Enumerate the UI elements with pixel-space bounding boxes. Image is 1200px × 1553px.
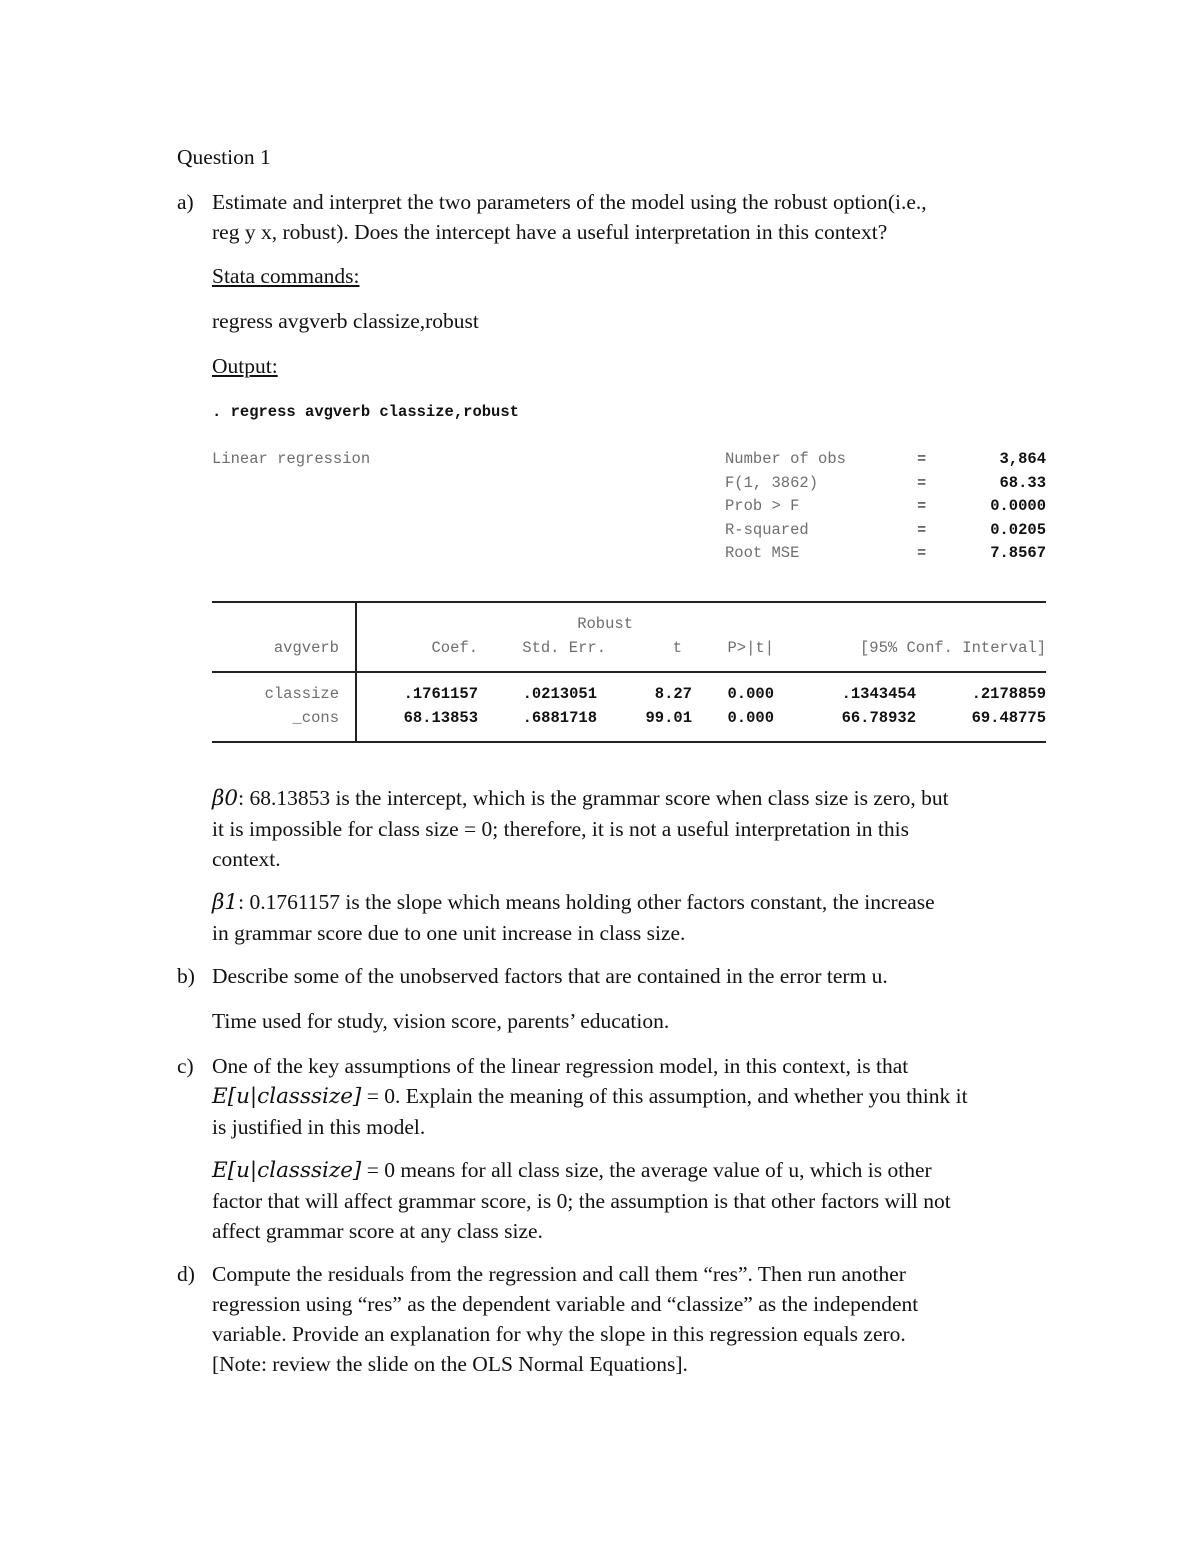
part-c-prompt-line-2: = 0. Explain the meaning of this assumption, and whether you think it <box>361 1084 968 1108</box>
part-d-prompt <box>212 1259 1032 1379</box>
expectation-expression: E[u|classsize] <box>212 1158 362 1183</box>
table-bottom-rule <box>212 741 1046 743</box>
part-a-marker: a) <box>177 190 194 214</box>
beta0-answer <box>212 783 1032 874</box>
part-c-answer-line-3: affect grammar score at any class size. <box>212 1219 543 1243</box>
stata-commands-heading: Stata commands: <box>212 264 360 288</box>
stat-value: 68.33 <box>999 474 1046 492</box>
part-b-marker: b) <box>177 964 195 988</box>
part-b-prompt: Describe some of the unobserved factors that are contained in the error term u. <box>212 964 888 988</box>
beta0-text-line-2: it is impossible for class size = 0; therefore, it is not a useful interpretation in this <box>212 817 909 841</box>
cell-p-value: 0.000 <box>727 685 774 703</box>
stat-label: Root MSE <box>725 544 800 562</box>
stat-label: Prob > F <box>725 497 800 515</box>
stat-value: 3,864 <box>999 450 1046 468</box>
output-heading: Output: <box>212 354 278 378</box>
header-std-err: Std. Err. <box>522 639 606 657</box>
part-b-answer: Time used for study, vision score, parents’ education. <box>212 1009 670 1033</box>
beta1-text-line-2: in grammar score due to one unit increase in class size. <box>212 921 686 945</box>
beta1-symbol: β1 <box>212 890 239 915</box>
beta1-answer <box>212 887 1032 948</box>
table-vertical-rule <box>355 601 357 742</box>
header-p-value: P>|t| <box>727 639 774 657</box>
part-d-marker: d) <box>177 1262 195 1286</box>
part-c-marker: c) <box>177 1054 194 1078</box>
stat-label: R-squared <box>725 521 809 539</box>
part-c-prompt-line-1: One of the key assumptions of the linear regression model, in this context, is that <box>212 1054 909 1078</box>
stat-value: 0.0000 <box>990 497 1046 515</box>
stat-equals: = <box>917 521 927 539</box>
header-conf-interval: [95% Conf. Interval] <box>859 639 1046 657</box>
cell-p-value: 0.000 <box>727 709 774 727</box>
row-var-name: _cons <box>292 709 339 727</box>
stat-label: Number of obs <box>725 450 846 468</box>
part-a-prompt-line-2: reg y x, robust). Does the intercept have a useful interpretation in this context? <box>212 220 888 244</box>
stat-equals: = <box>917 497 927 515</box>
part-a-prompt-line-1: Estimate and interpret the two parameters of the model using the robust option(i.e., <box>212 190 927 214</box>
cell-ci-low: .1343454 <box>841 685 916 703</box>
part-c-prompt <box>212 1051 1032 1142</box>
stat-label: F(1, 3862) <box>725 474 819 492</box>
beta0-text-line-1: : 68.13853 is the intercept, which is the grammar score when class size is zero, but <box>238 786 949 810</box>
model-title: Linear regression <box>212 450 371 468</box>
header-dependent-var: avgverb <box>273 639 339 657</box>
beta0-text-line-3: context. <box>212 847 281 871</box>
cell-std-err: .0213051 <box>522 685 597 703</box>
stata-command-echo: . regress avgverb classize,robust <box>212 403 519 421</box>
part-d-line-2: regression using “res” as the dependent variable and “classize” as the independent <box>212 1292 919 1316</box>
stata-command-text: regress avgverb classize,robust <box>212 309 479 333</box>
cell-ci-high: 69.48775 <box>971 709 1046 727</box>
cell-std-err: .6881718 <box>522 709 597 727</box>
cell-t: 99.01 <box>645 709 692 727</box>
header-coef: Coef. <box>431 639 478 657</box>
beta1-text-line-1: : 0.1761157 is the slope which means holding other factors constant, the increase <box>238 890 935 914</box>
part-d-line-3: variable. Provide an explanation for why the slope in this regression equals zero. <box>212 1322 906 1346</box>
part-c-answer <box>212 1155 1032 1246</box>
cell-coef: 68.13853 <box>403 709 478 727</box>
cell-coef: .1761157 <box>403 685 478 703</box>
part-c-answer-line-2: factor that will affect grammar score, is 0; the assumption is that other factors will not <box>212 1189 951 1213</box>
question-title: Question 1 <box>177 145 271 169</box>
cell-t: 8.27 <box>654 685 692 703</box>
stat-value: 0.0205 <box>990 521 1046 539</box>
part-a-prompt <box>212 187 1032 247</box>
stat-equals: = <box>917 450 927 468</box>
part-d-line-4: [Note: review the slide on the OLS Normal Equations]. <box>212 1352 688 1376</box>
cell-ci-low: 66.78932 <box>841 709 916 727</box>
stat-equals: = <box>917 474 927 492</box>
expectation-expression: E[u|classsize] <box>212 1084 362 1109</box>
table-header-rule <box>212 671 1046 673</box>
part-c-prompt-line-3: is justified in this model. <box>212 1115 426 1139</box>
cell-ci-high: .2178859 <box>971 685 1046 703</box>
stat-equals: = <box>917 544 927 562</box>
stat-value: 7.8567 <box>990 544 1046 562</box>
header-t: t <box>672 639 682 657</box>
beta0-symbol: β0 <box>212 786 239 811</box>
row-var-name: classize <box>264 685 339 703</box>
robust-label: Robust <box>577 615 633 633</box>
part-c-answer-line-1: = 0 means for all class size, the average value of u, which is other <box>361 1158 932 1182</box>
table-top-rule <box>212 601 1046 603</box>
part-d-line-1: Compute the residuals from the regression and call them “res”. Then run another <box>212 1262 906 1286</box>
